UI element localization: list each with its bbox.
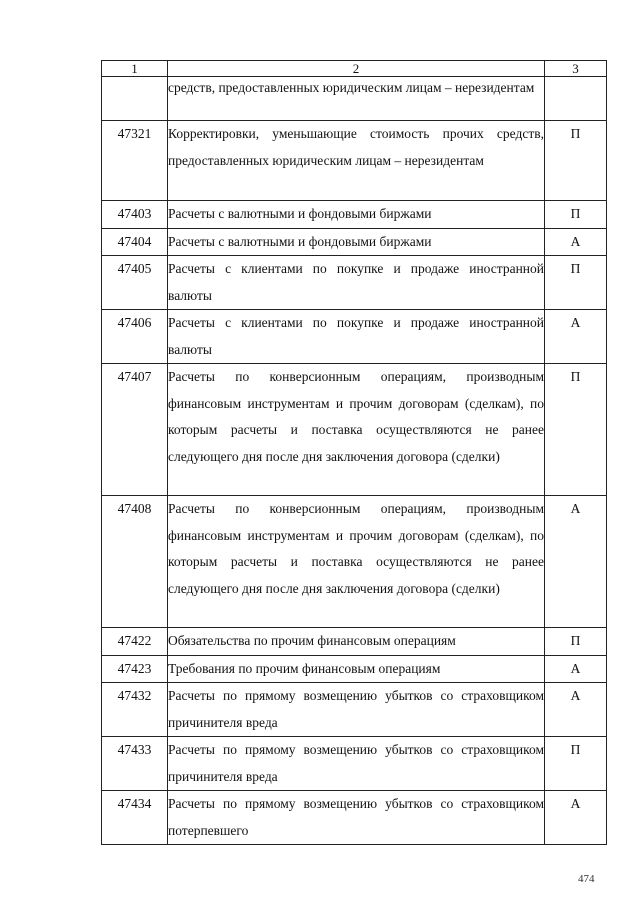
table-row — [102, 310, 607, 364]
table-row — [102, 791, 607, 845]
account-description: Требования по прочим финансовым операциям — [168, 655, 545, 683]
account-description: Обязательства по прочим финансовым операциям — [168, 628, 545, 656]
account-type: П — [545, 256, 607, 310]
account-description: Расчеты с клиентами по покупке и продаже иностранной валюты — [168, 256, 545, 310]
account-type: А — [545, 791, 607, 845]
page-number: 474 — [578, 873, 595, 885]
account-code: 47434 — [102, 791, 168, 845]
header-col-3: 3 — [545, 61, 607, 77]
account-description: Расчеты по конверсионным операциям, производным финансовым инструментам и прочим договорам (сделкам), по которым расчеты и поставка осуществляются не ранее следующего дня после дня заключения договора (сделки) — [168, 496, 545, 628]
table-row — [102, 683, 607, 737]
account-code: 47433 — [102, 737, 168, 791]
account-description: Расчеты с валютными и фондовыми биржами — [168, 228, 545, 256]
account-description: Расчеты по прямому возмещению убытков со страховщиком причинителя вреда — [168, 737, 545, 791]
table-row — [102, 628, 607, 656]
table-row — [102, 737, 607, 791]
table-row — [102, 121, 607, 201]
account-type: П — [545, 121, 607, 201]
account-type: П — [545, 737, 607, 791]
account-type: А — [545, 228, 607, 256]
table-row — [102, 77, 607, 121]
account-type: А — [545, 655, 607, 683]
account-code: 47403 — [102, 201, 168, 229]
table-header-row — [102, 61, 607, 77]
accounts-table — [101, 60, 607, 845]
account-code: 47432 — [102, 683, 168, 737]
account-type: П — [545, 628, 607, 656]
account-description: средств, предоставленных юридическим лицам – нерезидентам — [168, 77, 545, 121]
account-code: 47404 — [102, 228, 168, 256]
header-col-2: 2 — [168, 61, 545, 77]
account-type: П — [545, 201, 607, 229]
table-row — [102, 655, 607, 683]
account-code: 47321 — [102, 121, 168, 201]
account-description: Расчеты с валютными и фондовыми биржами — [168, 201, 545, 229]
account-code: 47406 — [102, 310, 168, 364]
header-col-1: 1 — [102, 61, 168, 77]
account-code — [102, 77, 168, 121]
account-code: 47407 — [102, 364, 168, 496]
table-row — [102, 364, 607, 496]
account-description: Расчеты по конверсионным операциям, производным финансовым инструментам и прочим договорам (сделкам), по которым расчеты и поставка осуществляются не ранее следующего дня после дня заключения договора (сделки) — [168, 364, 545, 496]
table-row — [102, 201, 607, 229]
table-row — [102, 496, 607, 628]
account-description: Расчеты по прямому возмещению убытков со страховщиком потерпевшего — [168, 791, 545, 845]
account-type: А — [545, 683, 607, 737]
account-description: Расчеты с клиентами по покупке и продаже иностранной валюты — [168, 310, 545, 364]
account-code: 47405 — [102, 256, 168, 310]
account-type: П — [545, 364, 607, 496]
account-code: 47408 — [102, 496, 168, 628]
account-type: А — [545, 496, 607, 628]
account-description: Расчеты по прямому возмещению убытков со страховщиком причинителя вреда — [168, 683, 545, 737]
table-row — [102, 228, 607, 256]
account-type — [545, 77, 607, 121]
account-type: А — [545, 310, 607, 364]
account-code: 47422 — [102, 628, 168, 656]
account-code: 47423 — [102, 655, 168, 683]
table-row — [102, 256, 607, 310]
account-description: Корректировки, уменьшающие стоимость прочих средств, предоставленных юридическим лицам – нерезидентам — [168, 121, 545, 201]
